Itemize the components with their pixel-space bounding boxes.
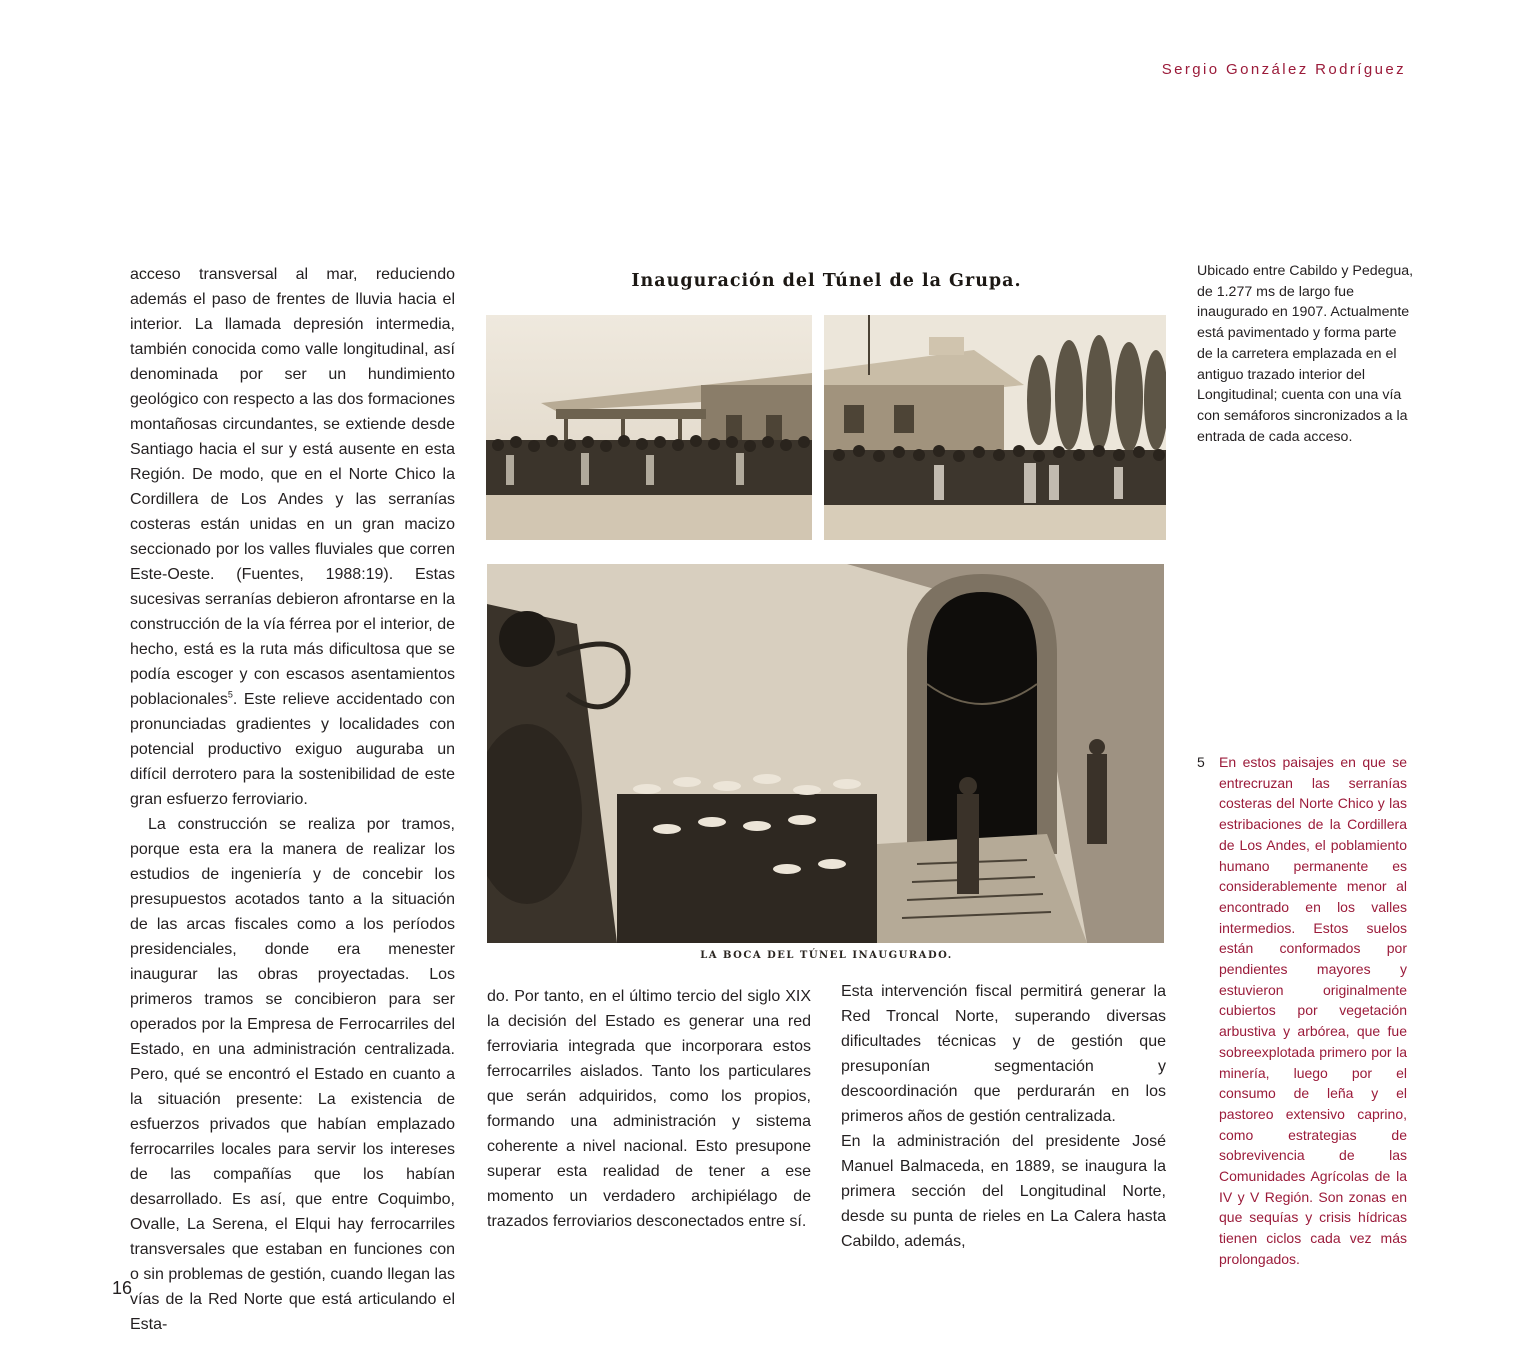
photo-station-crowd-left <box>486 315 812 540</box>
body-column-3 <box>841 979 1166 1254</box>
body-column-2 <box>487 984 811 1234</box>
side-caption: Ubicado entre Cabildo y Pedegua, de 1.277 ms de largo fue inaugurado en 1907. Actualmente está pavimentado y forma parte de la carretera emplazada en el antiguo trazado interior del Longitudinal; cuenta con una vía con semáforos sincronizados a la entrada de cada acceso. <box>1197 263 1414 445</box>
body-paragraph <box>130 262 455 812</box>
footnote-number: 5 <box>1197 754 1205 770</box>
photo-tunnel-mouth <box>487 564 1164 943</box>
footnote-reference[interactable]: 5 <box>227 689 233 700</box>
footnote <box>1197 752 1407 1270</box>
figure-title: Inauguración del Túnel de la Grupa. <box>631 271 1022 291</box>
paragraph-text: acceso transversal al mar, reduciendo además el paso de frentes de lluvia hacia el interior. La llamada depresión intermedia, también conocida como valle longitudinal, así denominada por ser un hundimiento geológico con respecto a las dos formaciones montañosas circundantes, se extiende desde Santiago hacia el sur y está ausente en esta Región. De modo, que en el Norte Chico la Cordillera de Los Andes y las serranías costeras están unidas en un gran macizo seccionado por los valles fluviales que corren Este-Oeste. (Fuentes, 1988:19). Estas sucesivas serranías debieron afrontarse en la construcción de la vía férrea por el interior, de hecho, está es la ruta más dificultosa que se podía escoger y con escasos asentamientos poblacionales <box>130 266 455 708</box>
running-header-author: Sergio González Rodríguez <box>1161 61 1406 78</box>
body-paragraph: Esta intervención fiscal permitirá generar la Red Troncal Norte, superando diversas dificultades técnicas y de gestión que presuponían segmentación y descoordinación que perdurarán en los primeros años de gestión centralizada. <box>841 983 1166 1125</box>
paragraph-text: . Este relieve accidentado con pronunciadas gradientes y localidades con potencial productivo exiguo auguraba un difícil derrotero para la sostenibilidad de este gran esfuerzo ferroviario. <box>130 691 455 808</box>
footnote-text: En estos paisajes en que se entrecruzan las serranías costeras del Norte Chico y las estribaciones de la Cordillera de Los Andes, el poblamiento humano permanente es considerablemente menor al encontrado en los valles intermedios. Estos suelos están conformados por pendientes mayores y estuvieron originalmente cubiertos por vegetación arbustiva y arbórea, que fue sobreexplotada primero por la minería, luego por el consumo de leña y el pastoreo extensivo caprino, como estrategias de sobrevivencia de las Comunidades Agrícolas de la IV y V Región. Son zonas en que sequías y crisis hídricas tienen ciclos cada vez más prolongados. <box>1219 754 1407 1267</box>
page-number: 16 <box>112 1278 133 1298</box>
body-paragraph: En la administración del presidente José Manuel Balmaceda, en 1889, se inaugura la primera sección del Longitudinal Norte, desde su punta de rieles en La Calera hasta Cabildo, además, <box>841 1133 1166 1250</box>
body-paragraph: do. Por tanto, en el último tercio del siglo XIX la decisión del Estado es generar una red ferroviaria integrada que incorporara estos ferrocarriles aislados. Tanto los particulares que serán adquiridos, como los propios, formando una administración y sistema coherente a nivel nacional. Esto presupone superar esta realidad de tener a ese momento un verdadero archipiélago de trazados ferroviarios desconectados entre sí. <box>487 988 811 1230</box>
body-column-1 <box>130 262 455 1337</box>
photo-station-crowd-right <box>824 315 1166 540</box>
body-paragraph: La construcción se realiza por tramos, porque esta era la manera de realizar los estudios de ingeniería y de concebir los presupuestos acotados tanto a la situación de las arcas fiscales como a los períodos presidenciales, donde era menester inaugurar las obras proyectadas. Los primeros tramos se concibieron para ser operados por la Empresa de Ferrocarriles del Estado, en una administración centralizada. Pero, qué se encontró el Estado en cuanto a la situación presente: La existencia de esfuerzos privados que habían emplazado ferrocarriles locales para servir los intereses de las compañías que los habían desarrollado. Es así, que entre Coquimbo, Ovalle, La Serena, el Elqui hay ferrocarriles transversales que estaban en funciones con o sin problemas de gestión, cuando llegan las vías de la Red Norte que está articulando el Esta- <box>130 816 455 1333</box>
figure-caption: LA BOCA DEL TÚNEL INAUGURADO. <box>700 950 953 961</box>
